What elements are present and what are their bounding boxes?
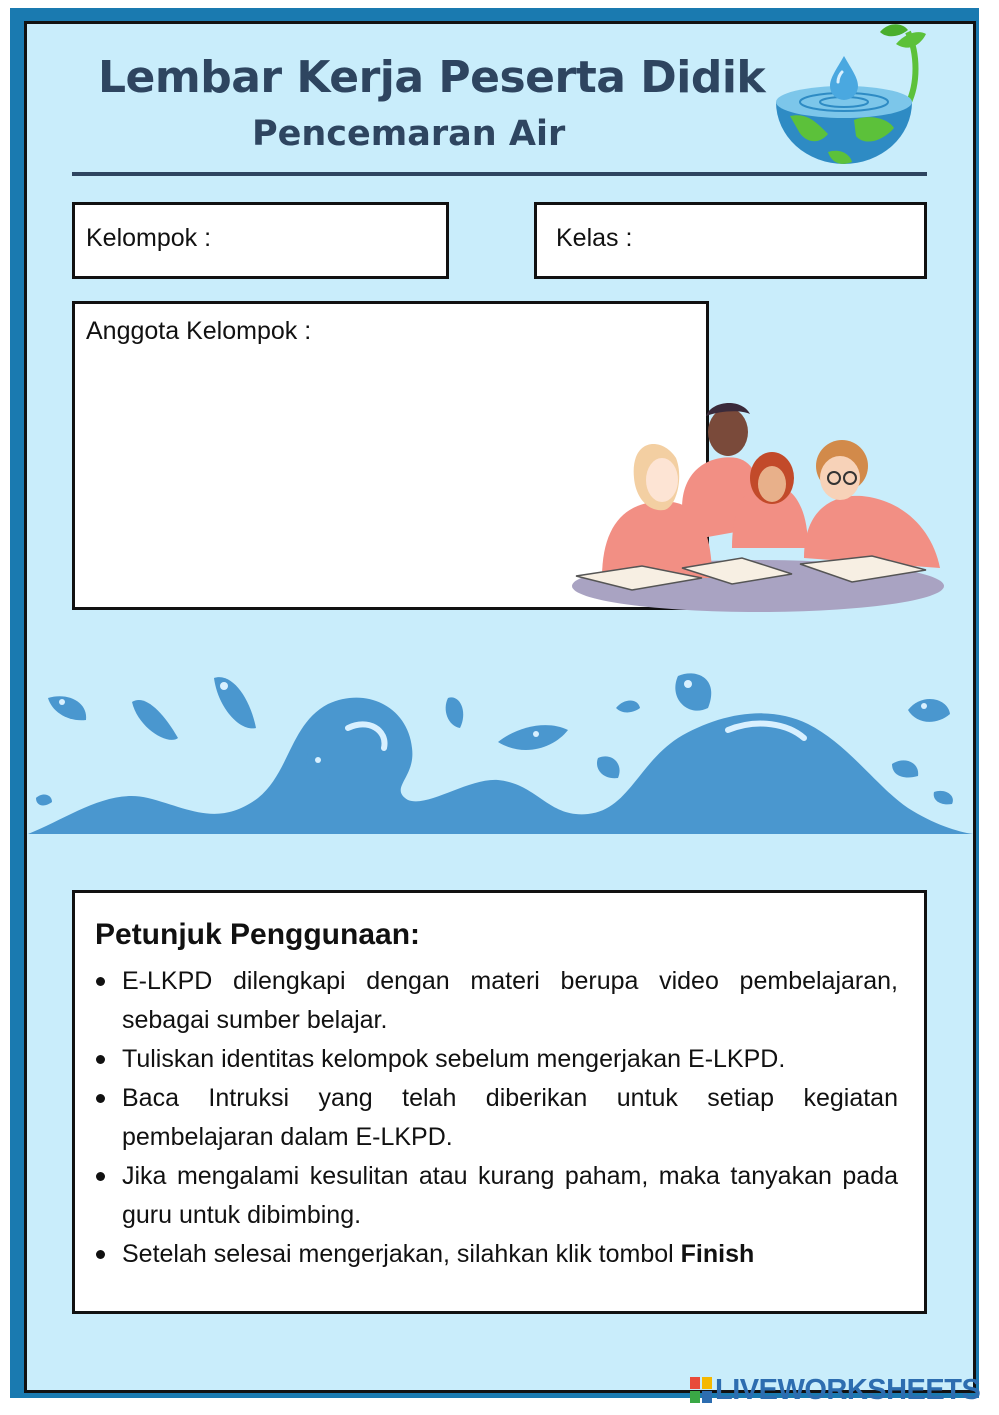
water-splash-decoration — [28, 668, 973, 838]
page-title: Lembar Kerja Peserta Didik — [98, 52, 766, 103]
instruction-item: E-LKPD dilengkapi dengan materi berupa video pembelajaran, sebagai sumber belajar. — [92, 962, 898, 1040]
students-illustration — [572, 398, 944, 613]
class-label: Kelas : — [556, 224, 633, 252]
page-subtitle: Pencemaran Air — [252, 114, 566, 154]
instructions-heading: Petunjuk Penggunaan: — [95, 918, 421, 951]
group-label: Kelompok : — [86, 224, 212, 252]
instructions-list — [92, 962, 898, 1274]
instruction-item-finish — [92, 1235, 898, 1274]
finish-keyword: Finish — [680, 1240, 755, 1268]
watermark-text: LIVEWORKSHEETS — [715, 1373, 981, 1406]
members-label: Anggota Kelompok : — [86, 317, 312, 345]
liveworksheets-logo-icon — [690, 1377, 712, 1403]
instruction-item: Baca Intruksi yang telah diberikan untuk setiap kegiatan pembelajaran dalam E-LKPD. — [92, 1079, 898, 1157]
instruction-item: Tuliskan identitas kelompok sebelum mengerjakan E-LKPD. — [92, 1040, 898, 1079]
finish-instruction-text: Setelah selesai mengerjakan, silahkan klik tombol — [122, 1240, 681, 1268]
instruction-item: Jika mengalami kesulitan atau kurang paham, maka tanyakan pada guru untuk dibimbing. — [92, 1157, 898, 1235]
water-globe-icon — [768, 24, 928, 174]
liveworksheets-watermark — [690, 1373, 980, 1407]
